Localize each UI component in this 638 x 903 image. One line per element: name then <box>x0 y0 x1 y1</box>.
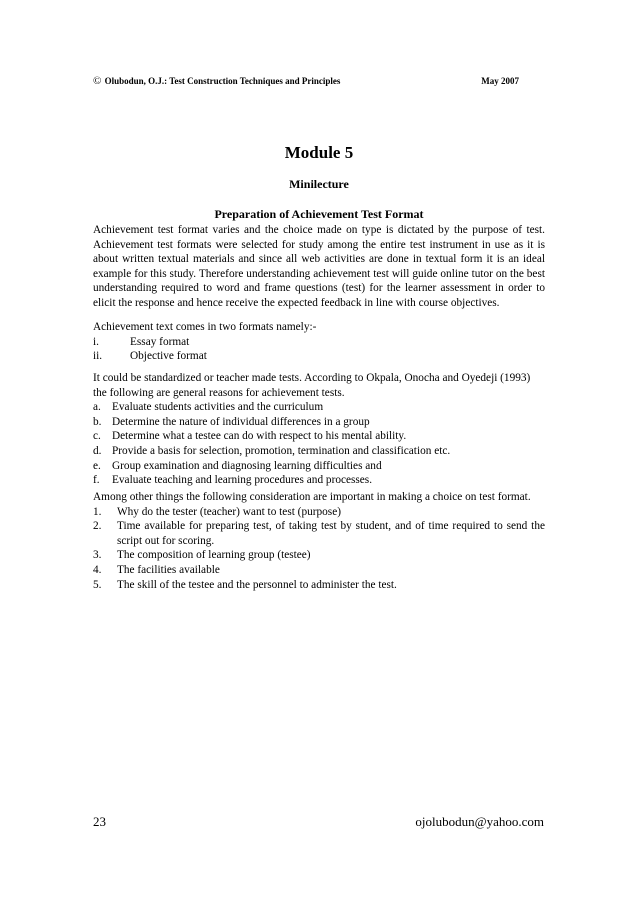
list-item <box>93 473 545 488</box>
list-marker: c. <box>93 430 101 443</box>
list-marker: f. <box>93 474 100 487</box>
module-title: Module 5 <box>284 143 354 162</box>
list-item <box>93 429 545 444</box>
list-item <box>93 563 545 578</box>
list-text: The facilities available <box>117 563 220 576</box>
list-item <box>93 505 545 520</box>
list-marker: d. <box>93 444 102 457</box>
list-text: Essay format <box>130 335 190 348</box>
module-subtitle: Minilecture <box>289 177 349 191</box>
list-text: The composition of learning group (testee) <box>117 549 311 562</box>
page-number: 23 <box>93 814 106 829</box>
list-item <box>93 578 545 593</box>
considerations-list <box>93 505 545 593</box>
list-marker: b. <box>93 415 102 428</box>
reasons-intro-line2: the following are general reasons for achievement tests. <box>93 386 345 399</box>
list-text: Time available for preparing test, of taking test by student, and of time required to send the script out for scoring. <box>117 520 545 547</box>
list-marker: 3. <box>93 549 102 562</box>
list-text: Determine the nature of individual differences in a group <box>112 415 370 428</box>
header-citation <box>93 75 340 87</box>
list-item <box>93 459 545 474</box>
reasons-list <box>93 400 545 488</box>
list-marker: 2. <box>93 520 102 533</box>
list-marker: a. <box>93 401 101 414</box>
formats-intro: Achievement text comes in two formats namely:- <box>93 321 317 333</box>
copyright-icon: © <box>93 75 102 87</box>
considerations-block <box>93 490 545 592</box>
list-marker: ii. <box>93 350 103 363</box>
list-item <box>93 444 545 459</box>
list-item <box>93 415 545 430</box>
intro-paragraph: Achievement test format varies and the choice made on type is dictated by the purpose of test. Achievement test formats were selected for study among the entire test instrument in use as it is about written textual materials and since all web activities are done in textual form it is an ideal example for this study. Therefore understanding achievement test will guide online tutor on the best understanding required to word and frame questions (test) for the learner assessment in order to elicit the response and hence receive the expected feedback in line with course objectives. <box>93 224 545 309</box>
list-marker: 4. <box>93 563 102 576</box>
considerations-intro: Among other things the following consideration are important in making a choice on test format. <box>93 491 531 503</box>
formats-block <box>93 320 545 364</box>
header-date: May 2007 <box>481 76 519 86</box>
list-text: Determine what a testee can do with respect to his mental ability. <box>112 430 407 443</box>
list-marker: 5. <box>93 578 102 591</box>
reasons-block <box>93 371 545 488</box>
list-marker: e. <box>93 459 101 472</box>
page-header <box>93 75 519 89</box>
list-item <box>93 519 545 548</box>
list-text: Why do the tester (teacher) want to test (purpose) <box>117 505 341 518</box>
author-email: ojolubodun@yahoo.com <box>415 814 544 829</box>
list-text: Evaluate students activities and the curriculum <box>112 401 324 414</box>
formats-list <box>93 335 545 364</box>
list-text: Objective format <box>130 350 207 363</box>
list-item <box>93 400 545 415</box>
list-marker: 1. <box>93 505 102 518</box>
list-item <box>93 335 545 350</box>
list-text: Evaluate teaching and learning procedures and processes. <box>112 474 373 487</box>
section-title: Preparation of Achievement Test Format <box>214 207 424 221</box>
list-item <box>93 548 545 563</box>
list-marker: i. <box>93 335 99 348</box>
reasons-intro-line1: It could be standardized or teacher made tests. According to Okpala, Onocha and Oyedeji (1993) <box>93 372 531 384</box>
list-text: Provide a basis for selection, promotion, termination and classification etc. <box>112 444 451 457</box>
list-text: The skill of the testee and the personnel to administer the test. <box>117 578 397 591</box>
list-text: Group examination and diagnosing learning difficulties and <box>112 459 382 472</box>
header-citation-text: Olubodun, O.J.: Test Construction Techniques and Principles <box>104 76 341 86</box>
list-item <box>93 349 545 364</box>
